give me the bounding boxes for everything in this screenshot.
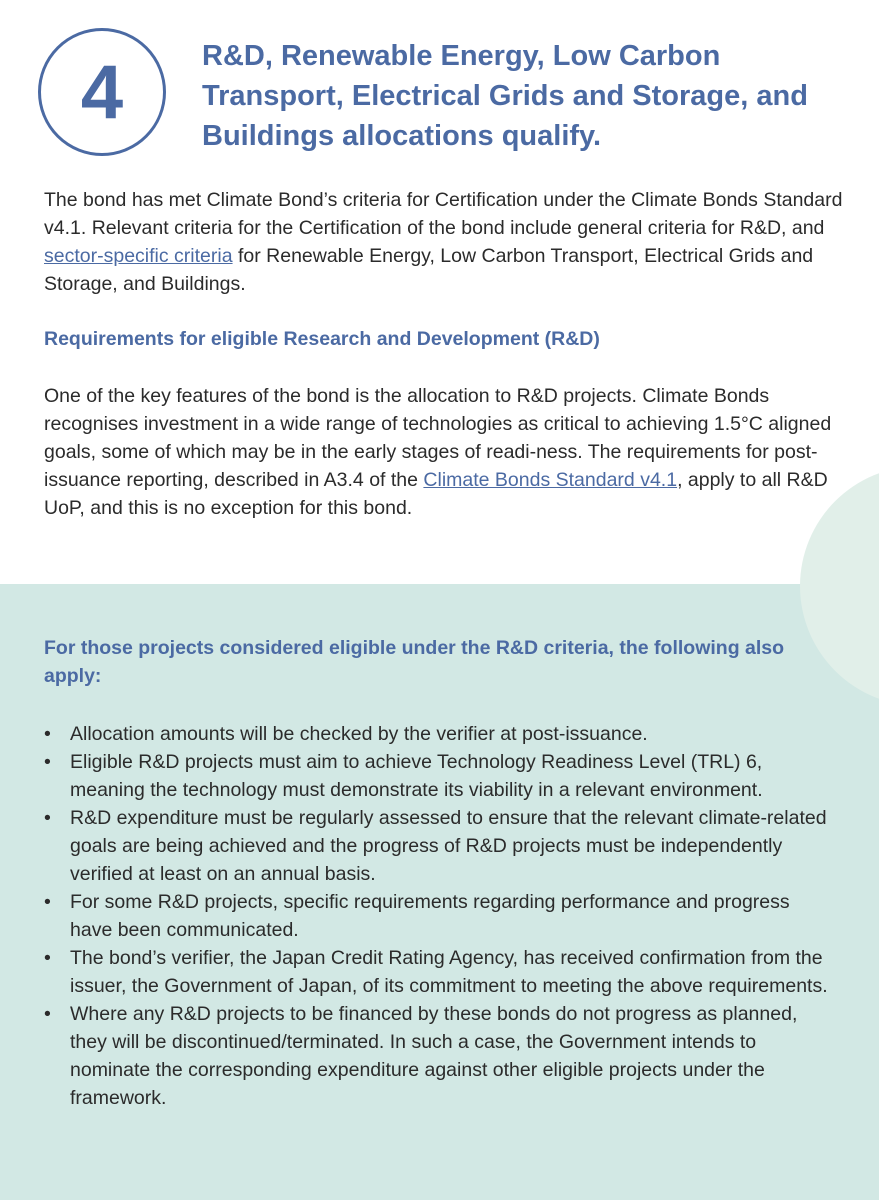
bullet-icon: •	[44, 947, 51, 969]
requirements-list	[44, 720, 834, 1112]
list-item	[44, 1000, 834, 1112]
bullet-icon: •	[44, 891, 51, 913]
intro-text-start: The bond has met Climate Bond’s criteria for Certification under the Climate Bonds Standard v4.1. Relevant criteria for the Certification of the bond include general criteria for R&D, and	[44, 189, 843, 239]
step-number-badge	[38, 28, 166, 156]
bullet-icon: •	[44, 1003, 51, 1025]
list-item-text: Where any R&D projects to be financed by these bonds do not progress as planned, they will be discontinued/terminated. In such a case, the Government intends to nominate the corresponding expenditure against other eligible projects under the framework.	[70, 1003, 798, 1109]
list-item	[44, 720, 834, 748]
rd-requirements-heading: Requirements for eligible Research and Development (R&D)	[44, 328, 600, 350]
list-item	[44, 748, 834, 804]
list-item-text: The bond’s verifier, the Japan Credit Rating Agency, has received confirmation from the issuer, the Government of Japan, of its commitment to meeting the above requirements.	[70, 947, 828, 997]
list-item-text: R&D expenditure must be regularly assessed to ensure that the relevant climate-related goals are being achieved and the progress of R&D projects must be independently verified at least on an annual basis.	[70, 807, 827, 885]
rd-paragraph	[44, 382, 844, 522]
rd-text-end: , apply to all R&D UoP, and this is no exception for this bond.	[44, 469, 828, 519]
list-item	[44, 944, 834, 1000]
bullet-icon: •	[44, 723, 51, 745]
eligible-projects-heading: For those projects considered eligible under the R&D criteria, the following also apply:	[44, 637, 785, 687]
page-title: R&D, Renewable Energy, Low Carbon Transport, Electrical Grids and Storage, and Buildings allocations qualify.	[202, 40, 808, 152]
list-item-text: For some R&D projects, specific requirements regarding performance and progress have been communicated.	[70, 891, 790, 941]
list-item-text: Eligible R&D projects must aim to achieve Technology Readiness Level (TRL) 6, meaning the technology must demonstrate its viability in a relevant environment.	[70, 751, 763, 801]
bullet-icon: •	[44, 751, 51, 773]
step-number: 4	[80, 49, 124, 135]
bullet-icon: •	[44, 807, 51, 829]
rd-text-start: One of the key features of the bond is the allocation to R&D projects. Climate Bonds recognises investment in a wide range of technologies as critical to achieving 1.5°C aligned goals, some of which may be in the early stages of readi-ness. The requirements for post-issuance reporting, described in A3.4 of the	[44, 385, 832, 491]
sector-criteria-link[interactable]: sector-specific criteria	[44, 245, 233, 267]
list-item-text: Allocation amounts will be checked by the verifier at post-issuance.	[70, 723, 648, 745]
intro-paragraph	[44, 186, 844, 298]
intro-text-end: for Renewable Energy, Low Carbon Transport, Electrical Grids and Storage, and Buildings.	[44, 245, 814, 295]
climate-bonds-standard-link[interactable]: Climate Bonds Standard v4.1	[423, 469, 678, 491]
list-item	[44, 888, 834, 944]
list-item	[44, 804, 834, 888]
